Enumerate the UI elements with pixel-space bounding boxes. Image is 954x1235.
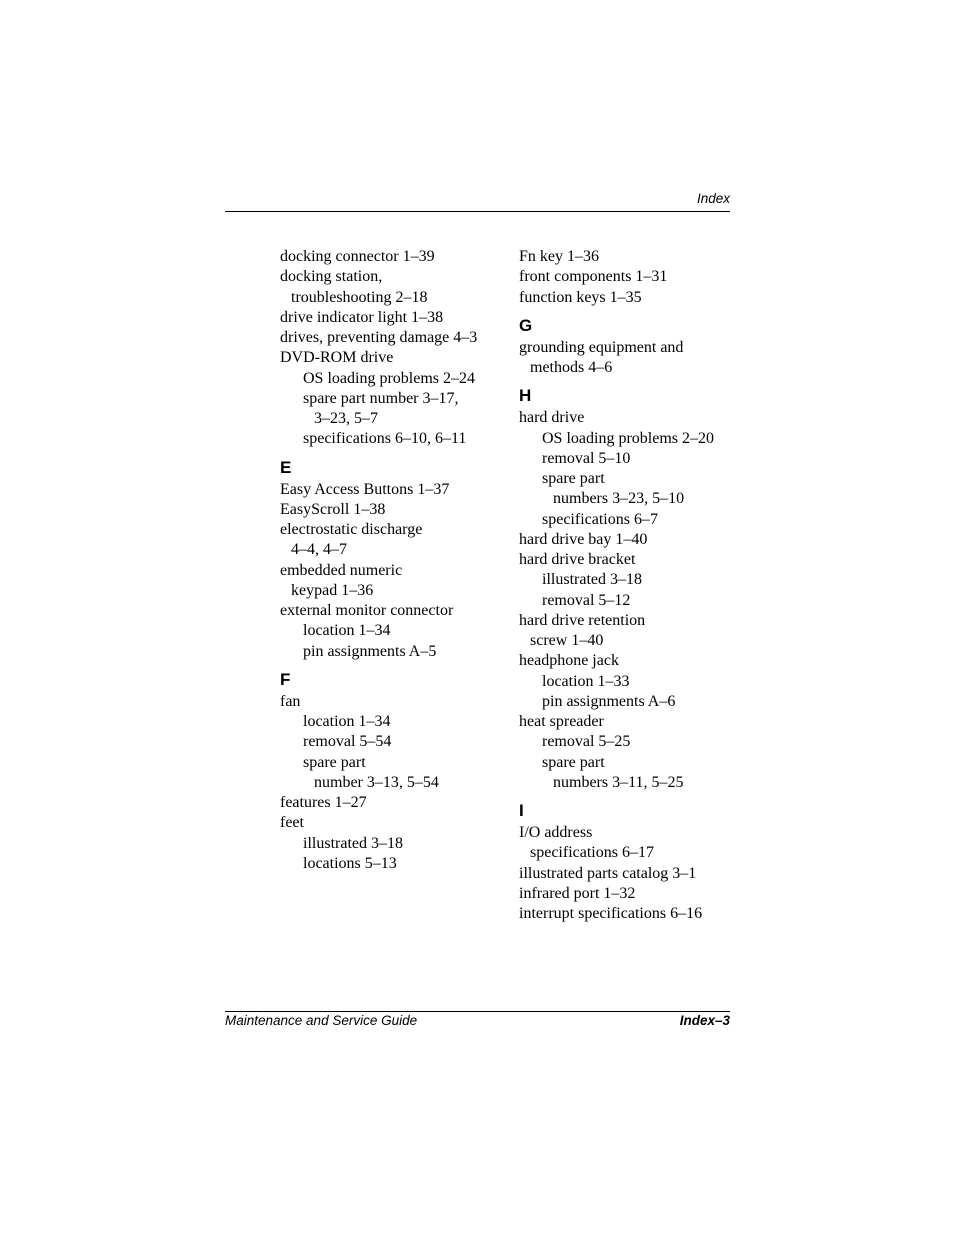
index-entry: spare part — [542, 470, 605, 487]
entries-i — [519, 823, 749, 924]
section-letter-i: I — [519, 801, 524, 820]
index-entry: locations 5–13 — [303, 854, 397, 872]
index-entry: location 1–34 — [303, 622, 391, 640]
index-entry: hard drive retention — [519, 611, 646, 629]
index-entry: function keys 1–35 — [519, 288, 642, 306]
index-entry: screw 1–40 — [530, 632, 604, 649]
index-entry: location 1–33 — [542, 672, 630, 690]
index-entry: I/O address — [519, 824, 593, 841]
index-entry: illustrated 3–18 — [542, 571, 642, 589]
entries-g — [519, 338, 749, 379]
section-letter-g: G — [519, 315, 533, 335]
index-entry: spare part — [303, 753, 366, 771]
index-entry: hard drive bay 1–40 — [519, 530, 648, 548]
index-entry: drives, preventing damage 4–3 — [280, 329, 478, 346]
index-entry: EasyScroll 1–38 — [280, 500, 386, 518]
entries-h — [519, 408, 749, 793]
entries-e — [280, 480, 510, 662]
index-entry: embedded numeric — [280, 561, 403, 579]
index-entry: interrupt specifications 6–16 — [519, 905, 703, 922]
index-column-right — [519, 247, 749, 924]
header-rule — [225, 211, 730, 212]
index-entry: infrared port 1–32 — [519, 884, 636, 902]
index-entry: 3–23, 5–7 — [314, 410, 378, 427]
index-entry: heat spreader — [519, 713, 604, 730]
index-entry: fan — [280, 692, 301, 710]
index-entry: specifications 6–10, 6–11 — [303, 430, 467, 448]
entries-f-cont — [519, 247, 749, 308]
index-entry: illustrated parts catalog 3–1 — [519, 864, 697, 882]
index-entry: pin assignments A–6 — [542, 692, 676, 710]
footer-guide-title: Maintenance and Service Guide — [225, 1013, 418, 1028]
index-entry: pin assignments A–5 — [303, 642, 437, 660]
index-entry: methods 4–6 — [530, 359, 613, 376]
footer-rule — [225, 1011, 730, 1012]
index-entry: numbers 3–11, 5–25 — [553, 773, 684, 791]
section-letter-h: H — [519, 386, 532, 406]
index-entry: electrostatic discharge — [280, 521, 423, 538]
index-entry: OS loading problems 2–24 — [303, 369, 475, 387]
footer-page-number: Index–3 — [679, 1013, 730, 1028]
index-entry: number 3–13, 5–54 — [314, 773, 439, 791]
index-entry: drive indicator light 1–38 — [280, 308, 444, 326]
index-entry: features 1–27 — [280, 794, 367, 811]
index-column-left — [280, 247, 510, 874]
entries-f — [280, 692, 510, 874]
running-header: Index — [696, 191, 730, 206]
index-entry: spare part number 3–17, — [303, 389, 459, 407]
index-entry: specifications 6–17 — [530, 844, 654, 862]
index-entry: feet — [280, 814, 304, 832]
index-entry: illustrated 3–18 — [303, 834, 403, 852]
index-entry: Fn key 1–36 — [519, 248, 599, 265]
index-entry: grounding equipment and — [519, 338, 684, 356]
index-entry: Easy Access Buttons 1–37 — [280, 480, 450, 498]
index-entry: removal 5–12 — [542, 591, 631, 609]
section-letter-e: E — [280, 457, 292, 477]
index-entry: docking connector 1–39 — [280, 248, 435, 265]
index-entry: spare part — [542, 753, 605, 771]
index-entry: hard drive — [519, 409, 585, 427]
index-entry: front components 1–31 — [519, 268, 668, 286]
index-entry: removal 5–54 — [303, 733, 392, 751]
entries-d — [280, 247, 510, 450]
index-entry: keypad 1–36 — [291, 581, 374, 599]
index-entry: removal 5–10 — [542, 449, 631, 467]
index-entry: numbers 3–23, 5–10 — [553, 490, 685, 508]
index-entry: external monitor connector — [280, 602, 454, 619]
index-entry: docking station, — [280, 268, 383, 286]
index-entry: specifications 6–7 — [542, 510, 658, 528]
index-entry: OS loading problems 2–20 — [542, 429, 714, 447]
index-entry: hard drive bracket — [519, 551, 636, 568]
index-entry: location 1–34 — [303, 713, 391, 730]
index-entry: troubleshooting 2–18 — [291, 288, 428, 306]
index-entry: DVD-ROM drive — [280, 349, 394, 367]
section-letter-f: F — [280, 669, 291, 689]
index-entry: 4–4, 4–7 — [291, 541, 347, 559]
index-entry: headphone jack — [519, 652, 619, 670]
index-entry: removal 5–25 — [542, 733, 631, 751]
